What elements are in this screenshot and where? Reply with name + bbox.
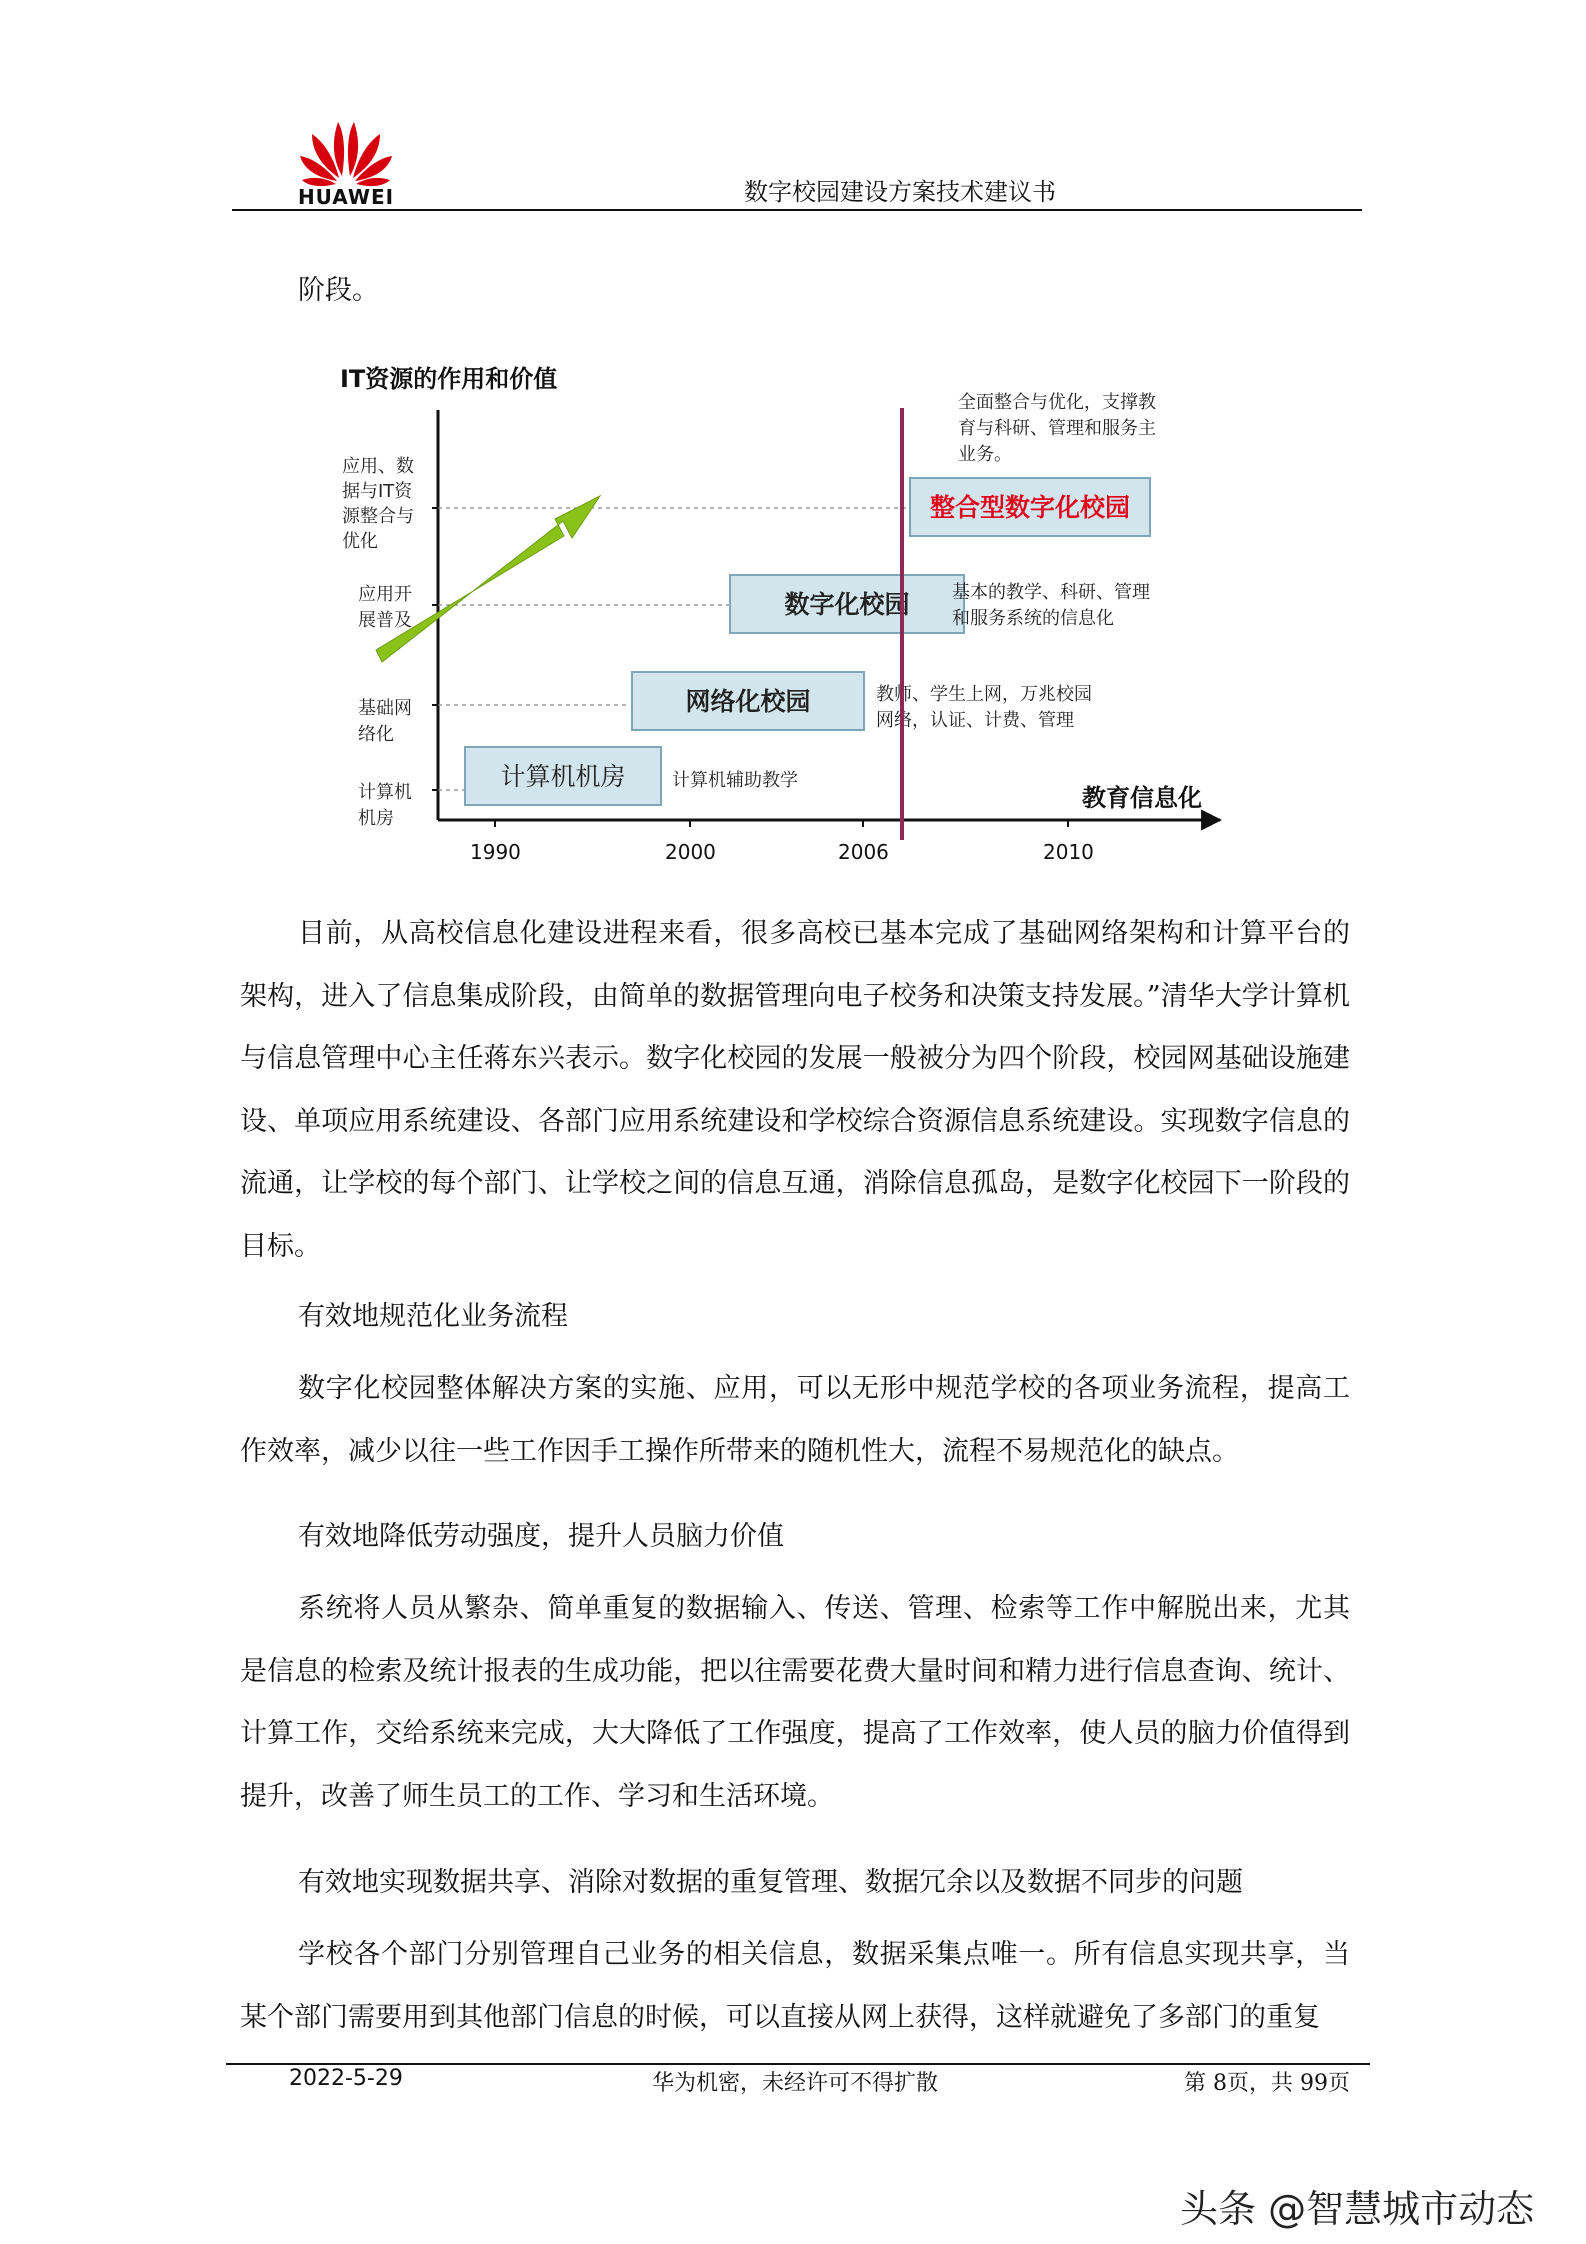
paragraph-4: 学校各个部门分别管理自己业务的相关信息，数据采集点唯一。所有信息实现共享，当某个部门需要用到其他部门信息的时候，可以直接从网上获得，这样就避免了多部门的重复 — [240, 1939, 1350, 2033]
footer-confidential: 华为机密，未经许可不得扩散 — [651, 2071, 938, 2096]
y-level-0-line-0: 计算机 — [358, 782, 412, 803]
lead-line: 阶段。 — [298, 275, 379, 306]
it-resource-value-diagram — [330, 360, 1230, 880]
stage-desc-1-line-0: 教师、学生上网，万兆校园 — [876, 684, 1092, 705]
stage-desc-2-line-1: 和服务系统的信息化 — [952, 608, 1114, 629]
y-level-3-line-1: 据与IT资 — [342, 481, 413, 502]
stage-desc-2-line-0: 基本的教学、科研、管理 — [952, 582, 1150, 603]
x-tick-label-3: 2010 — [1043, 840, 1094, 864]
heading-2: 有效地降低劳动强度，提升人员脑力价值 — [298, 1521, 784, 1552]
y-level-1-line-1: 络化 — [358, 724, 394, 745]
stage-name-1: 网络化校园 — [685, 687, 811, 716]
paragraph-3: 系统将人员从繁杂、简单重复的数据输入、传送、管理、检索等工作中解脱出来，尤其是信息的检索及统计报表的生成功能，把以往需要花费大量时间和精力进行信息查询、统计、计算工作，交给系统来完成，大大降低了工作强度，提高了工作效率，使人员的脑力价值得到提升，改善了师生员工的工作、学习和生活环境。 — [240, 1593, 1350, 1812]
x-tick-label-2: 2006 — [838, 840, 889, 864]
x-tick-label-0: 1990 — [470, 840, 521, 864]
footer-page-number: 第 8页，共 99页 — [1184, 2071, 1350, 2096]
stage-desc-1-line-1: 网络，认证、计费、管理 — [876, 710, 1074, 731]
stage-desc-3-line-0: 全面整合与优化，支撑教 — [958, 392, 1156, 413]
y-level-2-line-1: 展普及 — [358, 610, 412, 631]
y-level-0-line-1: 机房 — [358, 808, 394, 829]
logo-text: HUAWEI — [297, 185, 395, 209]
x-tick-label-1: 2000 — [665, 840, 716, 864]
stage-name-0: 计算机机房 — [500, 762, 626, 791]
stage-desc-3-line-1: 育与科研、管理和服务主 — [958, 418, 1156, 439]
stage-desc-0-line-0: 计算机辅助教学 — [672, 770, 798, 791]
heading-1: 有效地规范化业务流程 — [298, 1301, 568, 1332]
footer-date: 2022-5-29 — [289, 2066, 403, 2091]
y-level-3-line-2: 源整合与 — [342, 506, 414, 527]
paragraph-1: 目前，从高校信息化建设进程来看，很多高校已基本完成了基础网络架构和计算平台的架构，进入了信息集成阶段，由简单的数据管理向电子校务和决策支持发展。”清华大学计算机与信息管理中心主任蒋东兴表示。数字化校园的发展一般被分为四个阶段，校园网基础设施建设、单项应用系统建设、各部门应用系统建设和学校综合资源信息系统建设。实现数字信息的流通，让学校的每个部门、让学校之间的信息互通，消除信息孤岛，是数字化校园下一阶段的目标。 — [240, 918, 1350, 1262]
watermark-text: 头条 @智慧城市动态 — [1180, 2187, 1535, 2231]
stage-desc-3-line-2: 业务。 — [958, 444, 1012, 465]
y-level-1-line-0: 基础网 — [358, 698, 412, 719]
header-rule — [232, 209, 1362, 211]
paragraph-2: 数字化校园整体解决方案的实施、应用，可以无形中规范学校的各项业务流程，提高工作效率，减少以往一些工作因手工操作所带来的随机性大，流程不易规范化的缺点。 — [240, 1373, 1350, 1467]
y-level-3-line-0: 应用、数 — [342, 456, 414, 477]
footer-rule — [226, 2063, 1370, 2065]
stage-name-2: 数字化校园 — [784, 590, 910, 619]
heading-3: 有效地实现数据共享、消除对数据的重复管理、数据冗余以及数据不同步的问题 — [298, 1867, 1243, 1898]
document-title: 数字校园建设方案技术建议书 — [744, 178, 1056, 206]
y-level-3-line-3: 优化 — [342, 531, 378, 552]
x-axis-label: 教育信息化 — [1082, 784, 1202, 812]
stage-name-3: 整合型数字化校园 — [929, 493, 1131, 522]
chart-title: IT资源的作用和价值 — [340, 365, 558, 393]
y-level-2-line-0: 应用开 — [358, 584, 412, 605]
